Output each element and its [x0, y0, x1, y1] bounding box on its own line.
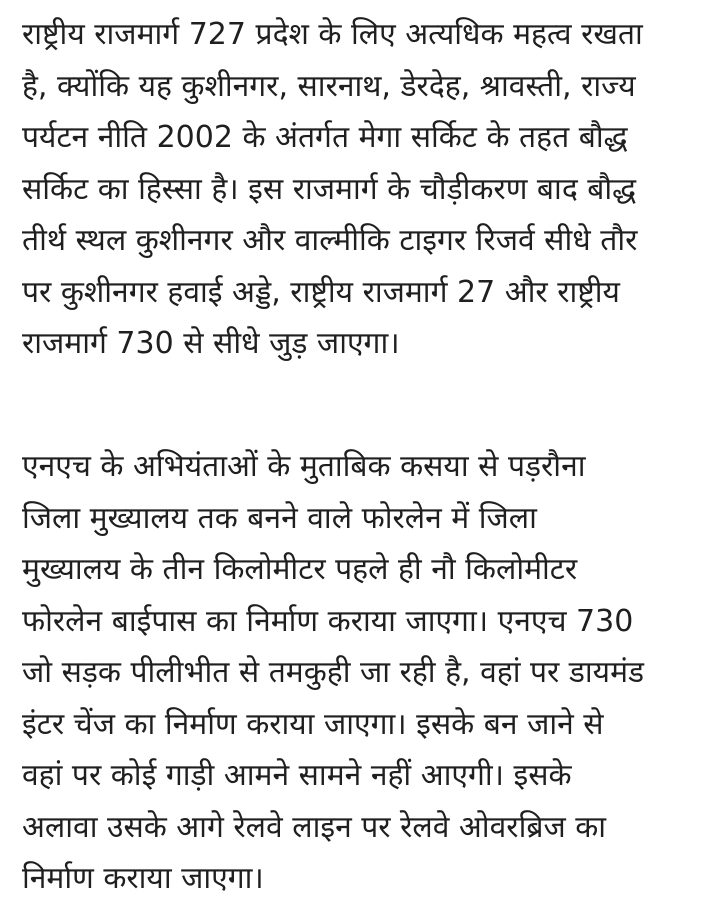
paragraph-line: एनएच के अभियंताओं के मुताबिक कसया से पड़रौना	[22, 449, 586, 484]
paragraph-line: इंटर चेंज का निर्माण कराया जाएगा। इसके बन जाने से	[22, 706, 604, 742]
paragraph-highway-727	[22, 9, 643, 370]
paragraph-line: तीर्थ स्थल कुशीनगर और वाल्मीकि टाइगर रिजर्व सीधे तौर	[22, 223, 638, 258]
paragraph-line: निर्माण कराया जाएगा।	[22, 861, 264, 896]
paragraph-line: मुख्यालय के तीन किलोमीटर पहले ही नौ किलोमीटर	[22, 552, 578, 587]
paragraph-line: राष्ट्रीय राजमार्ग 727 प्रदेश के लिए अत्यधिक महत्व रखता	[22, 17, 643, 52]
paragraph-line: राजमार्ग 730 से सीधे जुड़ जाएगा।	[22, 326, 400, 361]
paragraph-line: जिला मुख्यालय तक बनने वाले फोरलेन में जिला	[22, 500, 537, 536]
paragraph-line: सर्किट का हिस्सा है। इस राजमार्ग के चौड़ीकरण बाद बौद्ध	[22, 171, 637, 207]
paragraph-line: वहां पर कोई गाड़ी आमने सामने नहीं आएगी। इसके	[22, 758, 572, 793]
paragraph-line: फोरलेन बाईपास का निर्माण कराया जाएगा। एनएच 730	[22, 603, 634, 639]
paragraph-line: जो सड़क पीलीभीत से तमकुही जा रही है, वहां पर डायमंड	[22, 655, 645, 690]
paragraph-line: है, क्योंकि यह कुशीनगर, सारनाथ, डेरदेह, श्रावस्ती, राज्य	[22, 68, 636, 104]
paragraph-line: पर कुशीनगर हवाई अड्डे, राष्ट्रीय राजमार्ग 27 और राष्ट्रीय	[22, 274, 620, 310]
paragraph-nh-engineers	[22, 441, 644, 905]
paragraph-line: पर्यटन नीति 2002 के अंतर्गत मेगा सर्किट के तहत बौद्ध	[22, 120, 628, 155]
paragraph-line: अलावा उसके आगे रेलवे लाइन पर रेलवे ओवरब्रिज का	[22, 809, 607, 845]
